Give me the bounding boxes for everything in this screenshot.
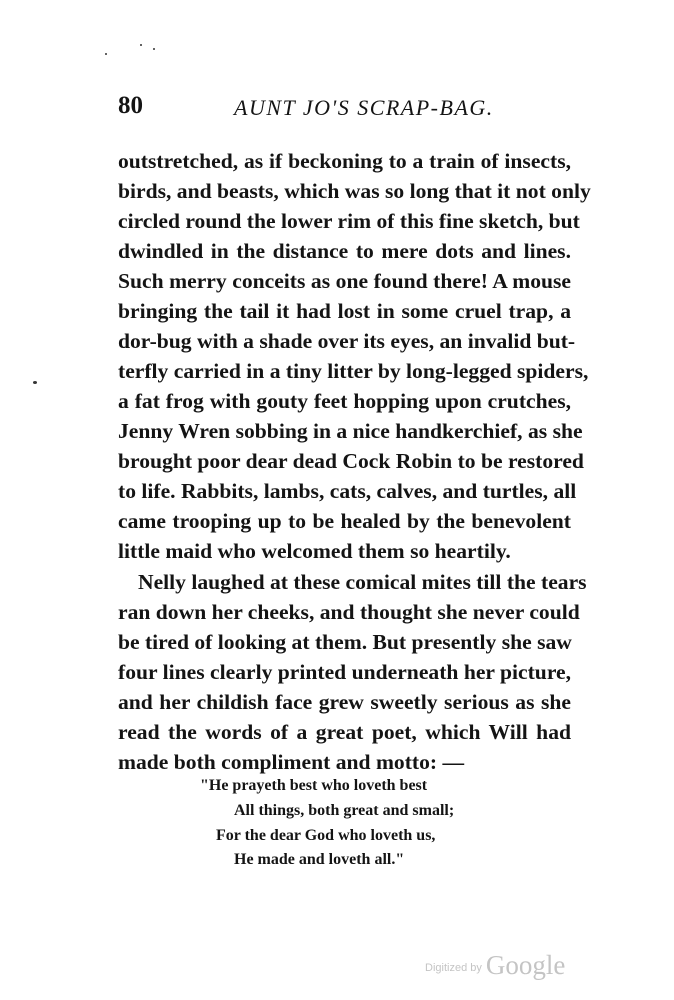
verse-line: For the dear God who loveth us, [216, 827, 436, 844]
text-line: Such merry conceits as one found there! A mouse [118, 269, 571, 293]
verse-line: "He prayeth best who loveth best [200, 777, 428, 794]
verse-line: All things, both great and small; [234, 802, 455, 819]
verse-line: He made and loveth all." [234, 851, 405, 868]
text-line: made both compliment and motto: — [118, 750, 465, 774]
text-line: be tired of looking at them. But presently she saw [118, 630, 572, 654]
digitized-watermark [425, 950, 565, 981]
text-line: Jenny Wren sobbing in a nice handkerchief, as she [118, 419, 583, 443]
text-line: brought poor dear dead Cock Robin to be restored [118, 449, 584, 473]
text-line: little maid who welcomed them so heartily. [118, 539, 511, 563]
scan-speck [33, 381, 37, 384]
page-header [118, 92, 578, 122]
text-line: and her childish face grew sweetly serious as she [118, 690, 571, 714]
text-line: a fat frog with gouty feet hopping upon crutches, [118, 389, 571, 413]
text-line: came trooping up to be healed by the benevolent [118, 509, 571, 533]
text-line: to life. Rabbits, lambs, cats, calves, and turtles, all [118, 479, 577, 503]
text-line: terfly carried in a tiny litter by long-legged spiders, [118, 359, 589, 383]
text-line: bringing the tail it had lost in some cruel trap, a [118, 299, 571, 323]
text-line: read the words of a great poet, which Will had [118, 720, 571, 744]
text-line: dwindled in the distance to mere dots and lines. [118, 239, 571, 263]
scan-speck [105, 53, 107, 55]
google-logo: Google [485, 950, 566, 980]
running-title: AUNT JO'S SCRAP-BAG. [234, 95, 494, 120]
digitized-label: Digitized by [425, 962, 482, 974]
scan-speck [153, 48, 155, 50]
text-line: outstretched, as if beckoning to a train of insects, [118, 149, 571, 173]
text-line: four lines clearly printed underneath her picture, [118, 660, 571, 684]
text-line: dor-bug with a shade over its eyes, an invalid but- [118, 329, 576, 353]
text-line: Nelly laughed at these comical mites till the tears [138, 570, 587, 594]
text-line: birds, and beasts, which was so long that it not only [118, 179, 591, 203]
scan-speck [140, 44, 142, 46]
text-line: ran down her cheeks, and thought she never could [118, 600, 580, 624]
page-number: 80 [118, 92, 143, 119]
text-line: circled round the lower rim of this fine sketch, but [118, 209, 580, 233]
